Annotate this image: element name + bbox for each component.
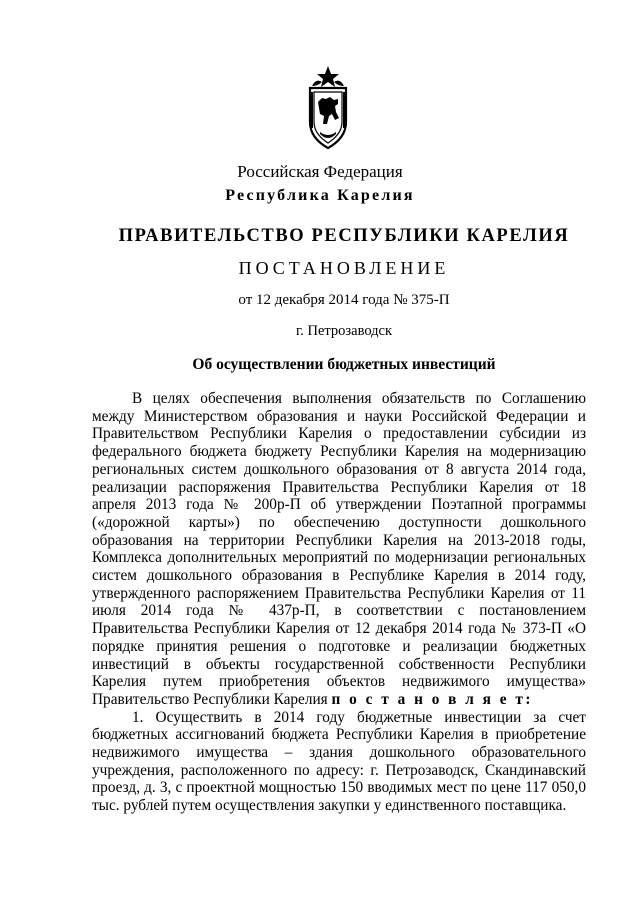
country-name: Российская Федерация: [237, 162, 403, 181]
preamble-text: В целях обеспечения выполнения обязательств по Соглашению между Министерством образования и науки Российской Федерации и Правительством Республики Карелия о предоставлении субсидии из федерального бюджета бюджету Республики Карелия на модернизацию региональных систем дошкольного образования от 8 августа 2014 года, реализации распоряжения Правительства Республики Карелия от 18 апреля 2013 года № 200р-П об утверждении Поэтапной программы («дорожной карты») по обеспечению доступности дошкольного образования на территории Республики Карелия на 2013-2018 годы, Комплекса дополнительных мероприятий по модернизации региональных систем дошкольного образования в Республике Карелия в 2014 году, утвержденного распоряжением Правительства Республики Карелия от 11 июля 2014 года № 437р-П, в соответствии с постановлением Правительства Республики Карелия от 12 декабря 2014 года № 373-П «О порядке принятия решения о подготовке и реализации бюджетных инвестиций в объекты государственной собственности Республики Карелия путем приобретения объектов недвижимого имущества» Правительство Республики Карелия: [92, 390, 586, 708]
republic-name: Республика Карелия: [225, 187, 415, 204]
document-date-number: от 12 декабря 2014 года № 375-П: [238, 292, 450, 308]
document-type: ПОСТАНОВЛЕНИЕ: [238, 258, 450, 278]
document-body: [92, 390, 586, 815]
government-title: ПРАВИТЕЛЬСТВО РЕСПУБЛИКИ КАРЕЛИЯ: [118, 226, 570, 246]
karelia-coat-of-arms-icon: [298, 64, 358, 150]
document-subject: Об осуществлении бюджетных инвестиций: [192, 356, 496, 373]
item-1-paragraph: [92, 709, 586, 815]
item-1-text: 1. Осуществить в 2014 году бюджетные инвестиции за счет бюджетных ассигнований бюджета Республики Карелия в приобретение недвижимого имущества – здания дошкольного образовательного учреждения, расположенного по адресу: г. Петрозаводск, Скандинавский проезд, д. 3, с проектной мощностью 150 вводимых мест по цене 117 050,0 тыс. рублей путем осуществления закупки у единственного поставщика.: [92, 708, 586, 815]
document-city: г. Петрозаводск: [295, 323, 393, 339]
preamble-paragraph: [92, 390, 586, 709]
resolves-word: п о с т а н о в л я е т:: [331, 690, 533, 708]
